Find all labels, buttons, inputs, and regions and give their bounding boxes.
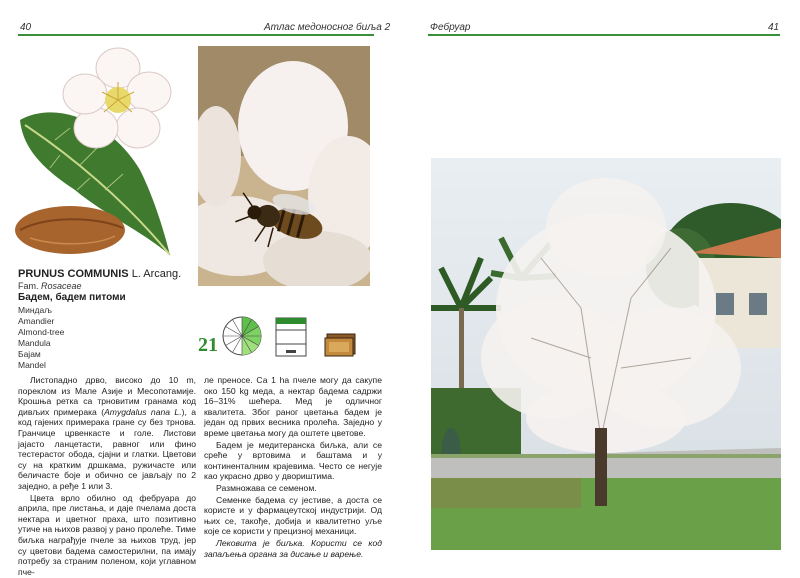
honey-frames-icon bbox=[324, 332, 358, 358]
honey-paragraph: ле преносе. Са 1 ha пчеле могу да сакупе око 150 kg меда, а нектар бадема садржи 16–31% шећера. Мед је одличног квалитета. Због раног цветања бадем је један од првих весника пролећа. Заједно у време цветања могу да оштете цветове. bbox=[204, 375, 382, 438]
other-name: Миндаљ bbox=[18, 305, 52, 315]
text-run: ), а код гајених примерака гране су без трнова. Гранчице црвенкасте и голе. Листови јајасто ланцетасти, равног или фино тестерастог обода, сјајни и глатки. Цветови су на кратким дршкама, ружичасте или беличасте боје и обично се јављају по 2 заједно, а ређе 1 или 3. bbox=[18, 406, 196, 491]
page-number: 40 bbox=[20, 22, 32, 33]
other-name: Бајам bbox=[18, 349, 41, 359]
header-rule bbox=[18, 34, 374, 36]
header-rule bbox=[428, 34, 780, 36]
almond-illustration bbox=[15, 40, 187, 260]
text-run: Листопадно дрво, високо до 10 m, пореклом из Мале Азије и Месопотамије. Крошња ретка са трновитим гранама код дивљих примерака ( bbox=[18, 375, 196, 417]
text-column-1 bbox=[18, 375, 196, 578]
author: L. Arcang. bbox=[131, 268, 182, 280]
running-title: Фебруар bbox=[430, 22, 471, 33]
page-number: 41 bbox=[768, 22, 780, 33]
propagation-paragraph: Размножава се семеном. bbox=[216, 482, 317, 493]
uses-paragraph: Семенке бадема су јестиве, а доста се користе и у фармацеутској индустрији. Од њих се, такође, добија и квалитетно уље које се користи у прецизној механици. bbox=[204, 494, 382, 537]
info-icons bbox=[198, 312, 368, 364]
almond-tree-photo bbox=[431, 158, 781, 550]
latin-name: Amygdalus nana L. bbox=[104, 406, 182, 417]
other-names-list bbox=[18, 305, 64, 371]
common-name: Бадем, бадем питоми bbox=[18, 292, 126, 303]
habitat-paragraph: Бадем је медитеранска биљка, али се среће у вртовима и баштама и у континенталним крајевима. Често се негује као украсно дрво у двориштима. bbox=[204, 439, 382, 482]
hive-icon bbox=[274, 316, 308, 358]
left-page bbox=[0, 0, 400, 577]
bee-on-flower-photo bbox=[198, 46, 370, 286]
flowering-calendar-icon bbox=[220, 314, 264, 358]
other-name: Almond-tree bbox=[18, 327, 65, 337]
other-name: Mandula bbox=[18, 338, 51, 348]
text-column-2 bbox=[204, 375, 382, 560]
category-number: 21 bbox=[198, 334, 218, 356]
right-page bbox=[400, 0, 800, 571]
family-name: Rosaceae bbox=[41, 281, 82, 291]
scientific-name-line bbox=[18, 268, 181, 280]
medicinal-paragraph: Лековита је биљка. Користи се код запаљења органа за дисање и варење. bbox=[204, 537, 382, 559]
other-name: Mandel bbox=[18, 360, 46, 370]
scientific-name: PRUNUS COMMUNIS bbox=[18, 268, 129, 280]
other-name: Amandier bbox=[18, 316, 55, 326]
family-line bbox=[18, 281, 82, 291]
description-paragraph bbox=[18, 375, 196, 492]
flowering-paragraph: Цвета врло обилно од фебруара до априла, пре листања, и даје пчелама доста нектара и цветног праха, што позитивно утиче на њихов развој у рано пролеће. Тиме биљка награђује пчеле за њихов труд, јер су цветови бадема самостерилни, па имају потребу за страним поленом, који углавном пче- bbox=[18, 492, 196, 577]
family-prefix: Fam. bbox=[18, 281, 39, 291]
running-title: Атлас медоносног биља 2 bbox=[264, 22, 391, 33]
